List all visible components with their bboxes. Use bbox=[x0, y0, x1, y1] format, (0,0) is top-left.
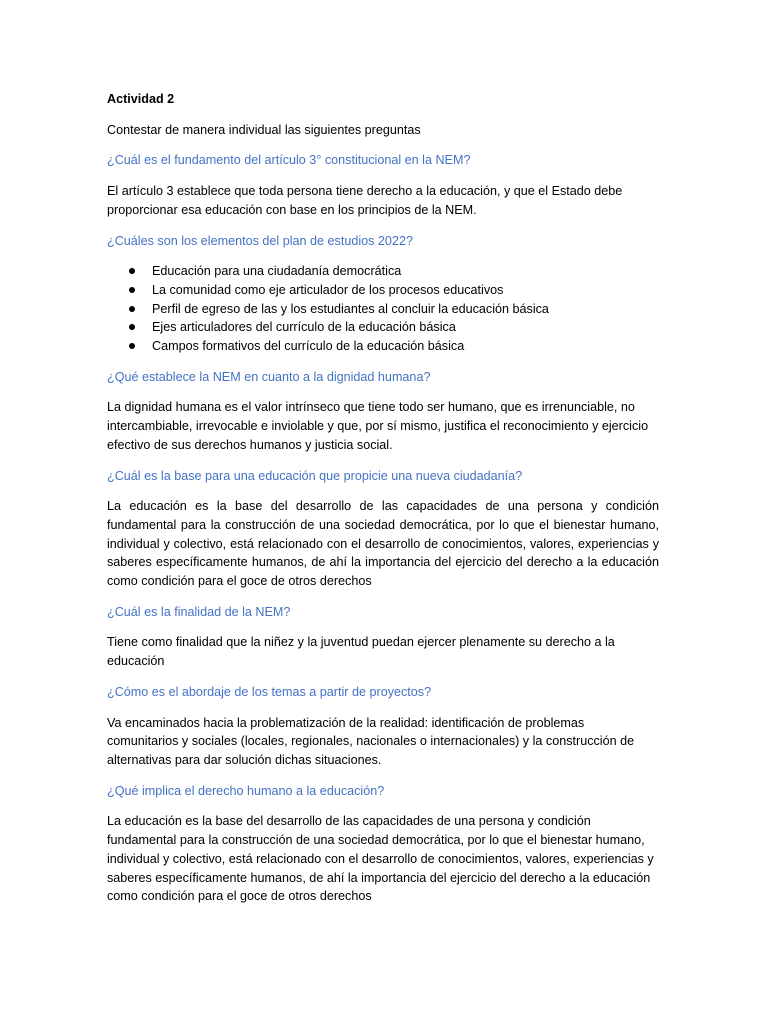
bullet-icon bbox=[129, 343, 135, 349]
list-item-text: Ejes articuladores del currículo de la educación básica bbox=[152, 320, 456, 335]
question-7: ¿Qué implica el derecho humano a la educación? bbox=[107, 783, 385, 798]
document-page bbox=[107, 90, 659, 918]
answer-6: Va encaminados hacia la problematización de la realidad: identificación de problemas comunitarios y sociales (locales, regionales, nacionales o internacionales) y la construcción de alternativas para dar solución dichas situaciones. bbox=[107, 715, 635, 767]
question-6: ¿Cómo es el abordaje de los temas a partir de proyectos? bbox=[107, 684, 432, 699]
list-item-text: Campos formativos del currículo de la educación básica bbox=[152, 339, 465, 354]
list-item bbox=[107, 281, 659, 300]
bullet-icon bbox=[129, 306, 135, 312]
list-item bbox=[107, 337, 659, 356]
answer-3: La dignidad humana es el valor intrínseco que tiene todo ser humano, que es irrenunciable, no intercambiable, irrevocable e inviolable y que, por sí mismo, justifica el reconocimiento y ejercicio efectivo de sus derechos humanos y justicia social. bbox=[107, 400, 649, 452]
list-item-text: Perfil de egreso de las y los estudiantes al concluir la educación básica bbox=[152, 301, 549, 316]
list-item bbox=[107, 318, 659, 337]
question-1: ¿Cuál es el fundamento del artículo 3° constitucional en la NEM? bbox=[107, 153, 471, 168]
list-item bbox=[107, 262, 659, 281]
answer-7: La educación es la base del desarrollo de las capacidades de una persona y condición fundamental para la construcción de una sociedad democrática, por lo que el bienestar humano, individual y colectivo, está relacionado con el desarrollo de conocimientos, valores, experiencias y saberes específicamente humanos, de ahí la importancia del ejercicio del derecho a la educación como condición para el goce de otros derechos bbox=[107, 814, 654, 904]
intro-text: Contestar de manera individual las siguientes preguntas bbox=[107, 122, 421, 137]
bullet-icon bbox=[129, 268, 135, 274]
question-5: ¿Cuál es la finalidad de la NEM? bbox=[107, 604, 291, 619]
answer-5: Tiene como finalidad que la niñez y la juventud puedan ejercer plenamente su derecho a la educación bbox=[107, 635, 615, 669]
list-item-text: Educación para una ciudadanía democrática bbox=[152, 264, 402, 279]
question-4: ¿Cuál es la base para una educación que propicie una nueva ciudadanía? bbox=[107, 468, 523, 483]
question-3: ¿Qué establece la NEM en cuanto a la dignidad humana? bbox=[107, 369, 431, 384]
answer-2-list bbox=[107, 262, 659, 356]
list-item-text: La comunidad como eje articulador de los procesos educativos bbox=[152, 282, 504, 297]
bullet-icon bbox=[129, 324, 135, 330]
document-title: Actividad 2 bbox=[107, 92, 175, 106]
answer-1: El artículo 3 establece que toda persona tiene derecho a la educación, y que el Estado debe proporcionar esa educación con base en los principios de la NEM. bbox=[107, 184, 623, 217]
answer-4: La educación es la base del desarrollo de las capacidades de una persona y condición fundamental para la construcción de una sociedad democrática, por lo que el bienestar humano, individual y colectivo, está relacionado con el desarrollo de conocimientos, valores, experiencias y saberes específicamente humanos, de ahí la importancia del ejercicio del derecho a la educación como condición para el goce de otros derechos bbox=[107, 499, 659, 589]
list-item bbox=[107, 300, 659, 319]
bullet-icon bbox=[129, 287, 135, 293]
question-2: ¿Cuáles son los elementos del plan de estudios 2022? bbox=[107, 233, 413, 248]
